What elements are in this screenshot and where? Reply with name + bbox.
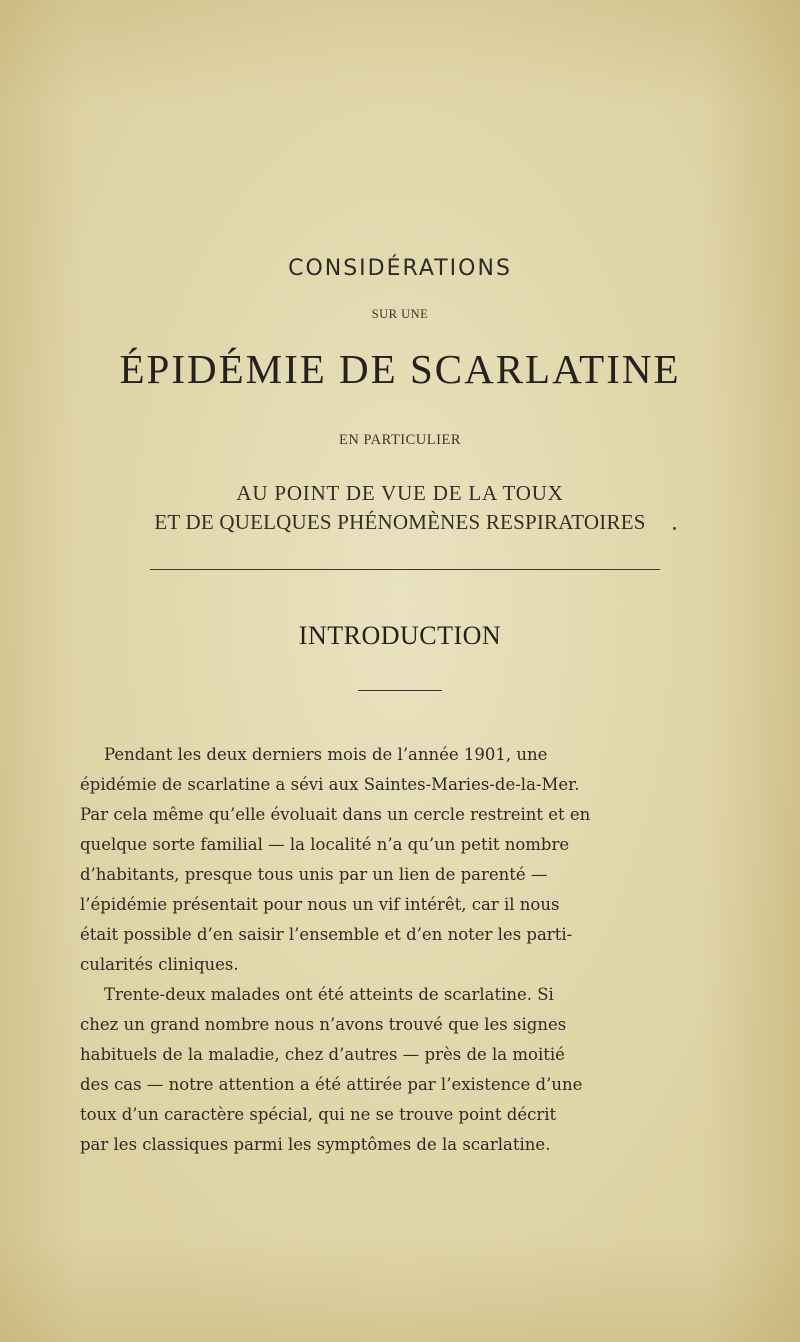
subtitle-line-1: AU POINT DE VUE DE LA TOUX [236, 481, 564, 505]
main-title: ÉPIDÉMIE DE SCARLATINE [119, 346, 681, 392]
considerations-heading: CONSIDÉRATIONS [288, 256, 512, 281]
text-line: des cas — notre attention a été attirée par l’existence d’une [80, 1075, 583, 1094]
text-line: Par cela même qu’elle évoluait dans un cercle restreint et en [80, 805, 591, 824]
text-line: était possible d’en saisir l’ensemble et d’en noter les parti- [80, 925, 573, 944]
text-line: Pendant les deux derniers mois de l’année 1901, une [104, 745, 548, 764]
text-line: habituels de la maladie, chez d’autres — près de la moitié [80, 1045, 565, 1064]
text-line: d’habitants, presque tous unis par un lien de parenté — [80, 865, 548, 884]
text-line: quelque sorte familial — la localité n’a qu’un petit nombre [80, 835, 570, 854]
text-line: Trente-deux malades ont été atteints de scarlatine. Si [104, 985, 554, 1004]
stray-dot-mark [673, 527, 676, 530]
body-paragraphs [80, 740, 720, 1160]
title-divider-rule [150, 569, 660, 570]
text-line: épidémie de scarlatine a sévi aux Saintes-Maries-de-la-Mer. [80, 775, 580, 794]
sur-une-text: SUR UNE [371, 307, 429, 321]
text-line: l’épidémie présentait pour nous un vif intérêt, car il nous [80, 895, 560, 914]
subtitle-line-2: ET DE QUELQUES PHÉNOMÈNES RESPIRATOIRES [154, 510, 646, 534]
text-line: cularités cliniques. [80, 955, 239, 974]
section-heading: INTRODUCTION [298, 621, 502, 650]
section-divider-rule [358, 690, 442, 691]
en-particulier-text: EN PARTICULIER [338, 432, 461, 448]
text-line: toux d’un caractère spécial, qui ne se trouve point décrit [80, 1105, 557, 1124]
text-line: par les classiques parmi les symptômes de la scarlatine. [80, 1135, 551, 1154]
text-line: chez un grand nombre nous n’avons trouvé que les signes [80, 1015, 567, 1034]
